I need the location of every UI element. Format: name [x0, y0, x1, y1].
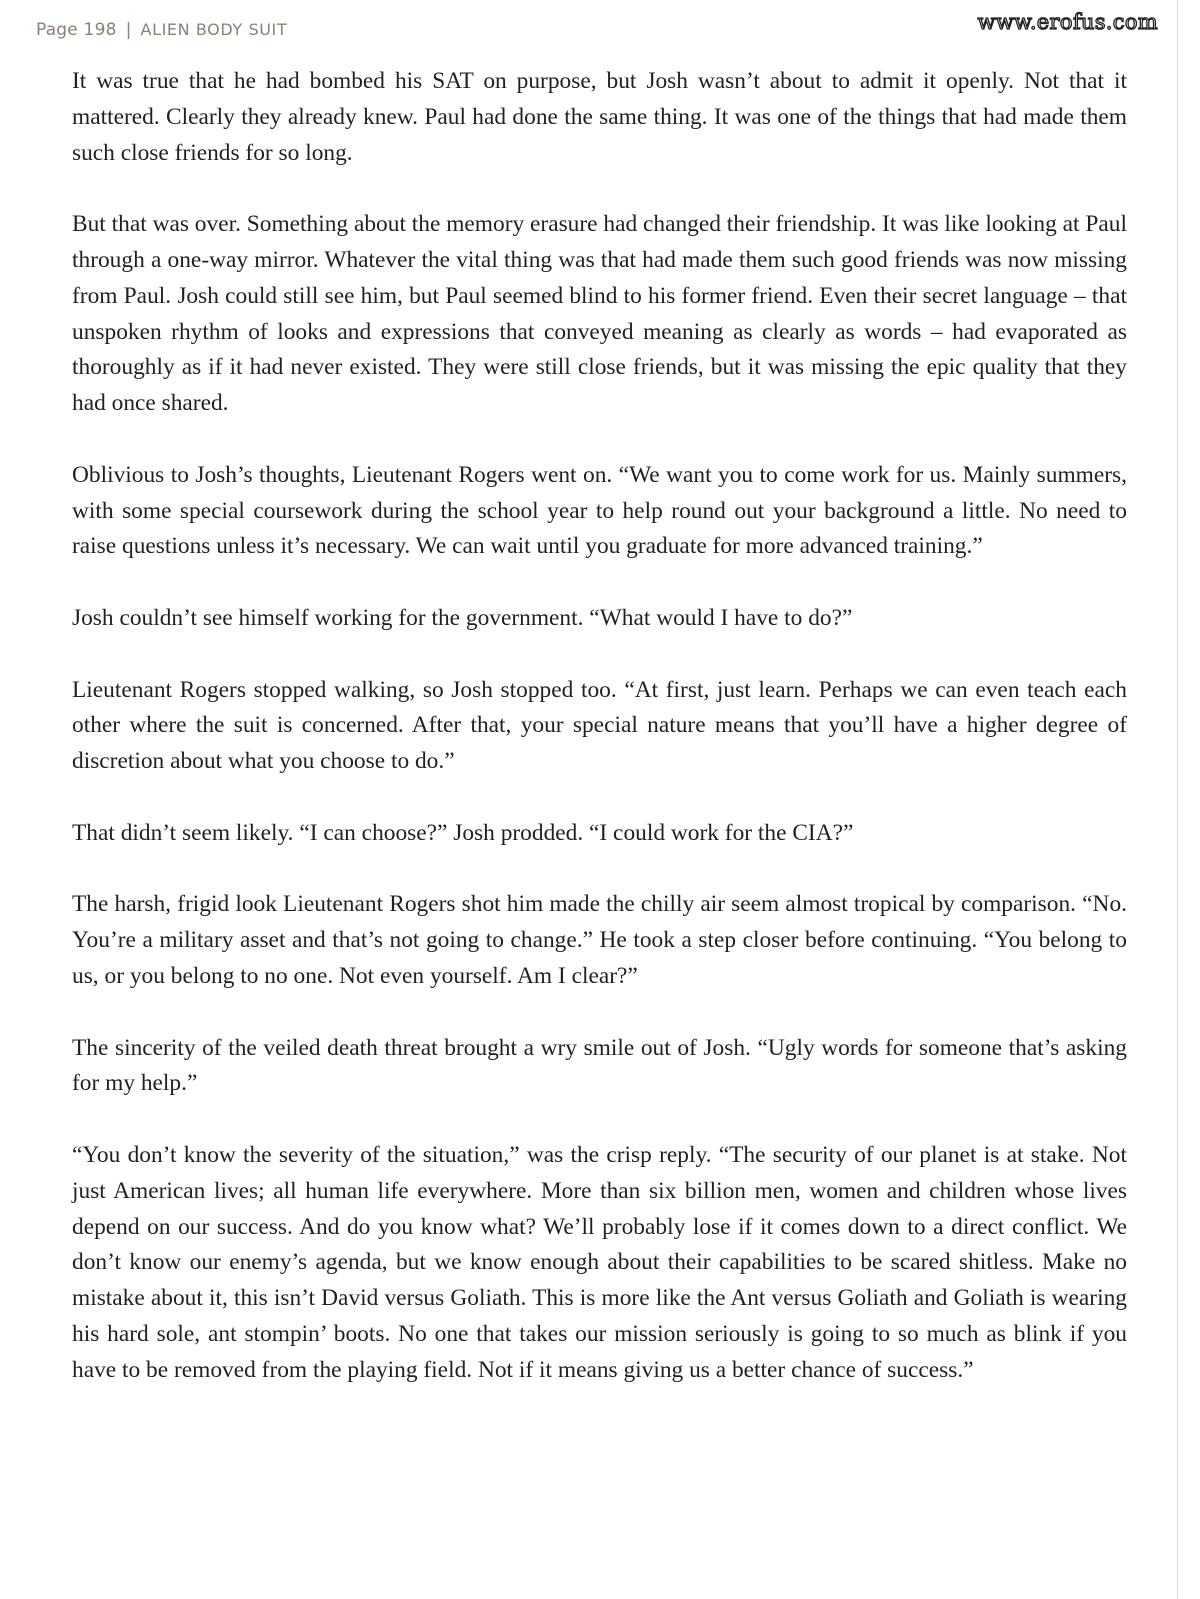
paragraph: The harsh, frigid look Lieutenant Rogers shot him made the chilly air seem almost tropical by comparison. “No. You’re a military asset and that’s not going to change.” He took a step closer before continuing. “You belong to us, or you belong to no one. Not even yourself. Am I clear?” — [72, 891, 1127, 989]
paragraph: The sincerity of the veiled death threat brought a wry smile out of Josh. “Ugly words for someone that’s asking for my help.” — [72, 1034, 1127, 1097]
page-edge-divider — [1177, 0, 1178, 1599]
page-number-label: Page 198 — [36, 20, 117, 40]
body-text — [72, 64, 1127, 1424]
paragraph: But that was over. Something about the memory erasure had changed their friendship. It was like looking at Paul through a one-way mirror. Whatever the vital thing was that had made them such good friends was now missing from Paul. Josh could still see him, but Paul seemed blind to his former friend. Even their secret language – that unspoken rhythm of looks and expressions that conveyed meaning as clearly as words – had evaporated as thoroughly as if it had never existed. They were still close friends, but it was missing the epic quality that they had once shared. — [72, 211, 1127, 417]
paragraph: It was true that he had bombed his SAT on purpose, but Josh wasn’t about to admit it openly. Not that it mattered. Clearly they already knew. Paul had done the same thing. It was one of the things that had made them such close friends for so long. — [72, 68, 1127, 166]
header-separator: | — [125, 20, 132, 40]
site-watermark: www.erofus.com — [977, 10, 1158, 34]
running-header — [36, 20, 287, 40]
book-title: ALIEN BODY SUIT — [140, 20, 288, 39]
paragraph: That didn’t seem likely. “I can choose?” Josh prodded. “I could work for the CIA?” — [72, 819, 854, 846]
paragraph: Josh couldn’t see himself working for the government. “What would I have to do?” — [72, 604, 853, 631]
paragraph: Lieutenant Rogers stopped walking, so Josh stopped too. “At first, just learn. Perhaps we can even teach each other where the suit is concerned. After that, your special nature means that you’ll have a higher degree of discretion about what you choose to do.” — [72, 676, 1127, 775]
paragraph: Oblivious to Josh’s thoughts, Lieutenant Rogers went on. “We want you to come work for us. Mainly summers, with some special coursework during the school year to help round out your background a little. No need to raise questions unless it’s necessary. We can wait until you graduate for more advanced training.” — [72, 461, 1127, 560]
paragraph: “You don’t know the severity of the situation,” was the crisp reply. “The security of our planet is at stake. Not just American lives; all human life everywhere. More than six billion men, women and children whose lives depend on our success. And do you know what? We’ll probably lose if it comes down to a direct conflict. We don’t know our enemy’s agenda, but we know enough about their capabilities to be scared shitless. Make no mistake about it, this isn’t David versus Goliath. This is more like the Ant versus Goliath and Goliath is wearing his hard sole, ant stompin’ boots. No one that takes our mission seriously is going to so much as blink if you have to be removed from the playing field. Not if it means giving us a better chance of success.” — [72, 1141, 1127, 1383]
